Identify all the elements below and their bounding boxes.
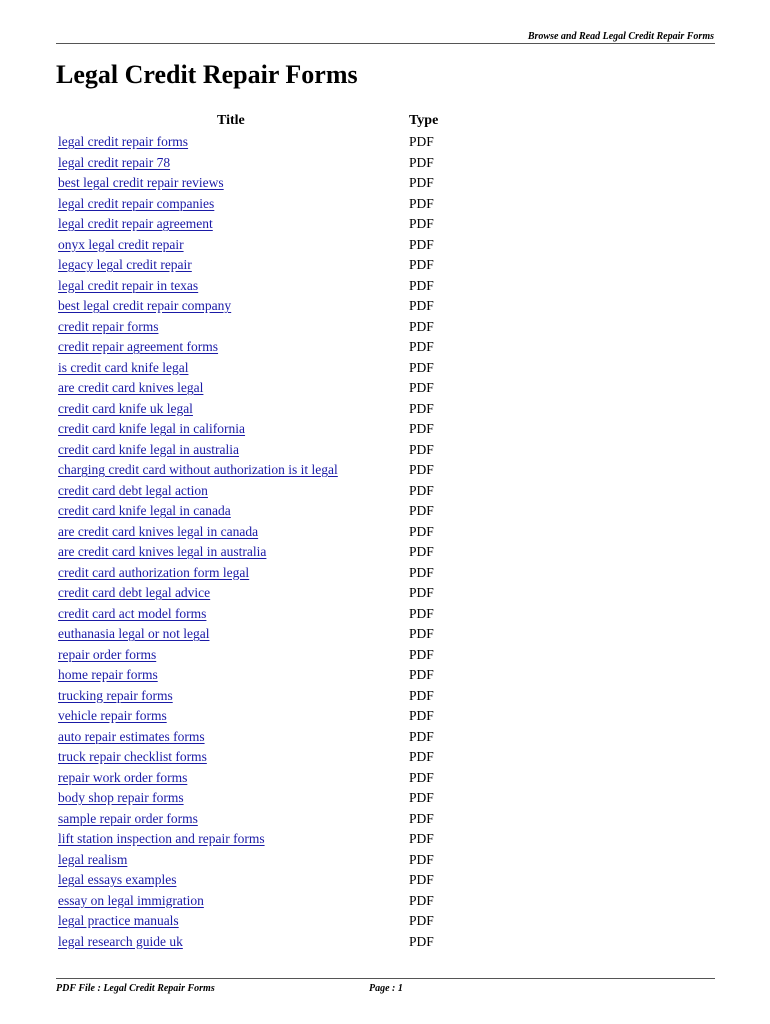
- document-type-label: PDF: [409, 749, 434, 764]
- table-row: [58, 235, 458, 256]
- document-title-link[interactable]: onyx legal credit repair: [58, 236, 184, 252]
- document-type-label: PDF: [409, 298, 434, 313]
- document-title-link[interactable]: essay on legal immigration: [58, 892, 204, 908]
- column-header-type: Type: [409, 113, 439, 128]
- document-type-label: PDF: [409, 195, 434, 211]
- document-title-link[interactable]: legal research guide uk: [58, 933, 183, 949]
- table-row: [58, 686, 458, 707]
- document-title-link[interactable]: legacy legal credit repair: [58, 257, 192, 272]
- table-row: [58, 809, 458, 830]
- document-type-label: PDF: [409, 318, 434, 334]
- document-title-link[interactable]: auto repair estimates forms: [58, 728, 205, 744]
- table-row: [58, 727, 458, 748]
- table-row: [58, 194, 458, 215]
- document-type-label: PDF: [409, 605, 434, 621]
- document-title-link[interactable]: trucking repair forms: [58, 687, 173, 703]
- document-type-label: PDF: [409, 564, 434, 580]
- running-header: Browse and Read Legal Credit Repair Forms: [527, 31, 714, 42]
- document-type-label: PDF: [409, 154, 434, 170]
- document-title-link[interactable]: is credit card knife legal: [58, 359, 189, 375]
- table-row: [58, 891, 458, 912]
- document-type-label: PDF: [409, 851, 434, 867]
- document-type-label: PDF: [409, 359, 434, 375]
- document-title-link[interactable]: body shop repair forms: [58, 790, 184, 805]
- document-type-label: PDF: [409, 523, 434, 539]
- document-type-label: PDF: [409, 380, 434, 395]
- table-row: [58, 460, 458, 481]
- document-title-link[interactable]: legal essays examples: [58, 872, 177, 887]
- table-row: [58, 419, 458, 440]
- document-type-label: PDF: [409, 667, 434, 682]
- table-row: [58, 132, 458, 153]
- table-row: [58, 378, 458, 399]
- document-title-link[interactable]: legal credit repair 78: [58, 154, 171, 170]
- document-title-link[interactable]: charging credit card without authorization is it legal: [58, 462, 338, 477]
- document-type-label: PDF: [409, 810, 434, 826]
- document-type-label: PDF: [409, 257, 434, 272]
- document-title-link[interactable]: legal realism: [58, 851, 128, 867]
- document-type-label: PDF: [409, 708, 434, 723]
- table-row: [58, 296, 458, 317]
- document-title-link[interactable]: are credit card knives legal in canada: [58, 523, 259, 539]
- document-type-label: PDF: [409, 503, 434, 518]
- document-title-link[interactable]: credit repair agreement forms: [58, 339, 219, 354]
- table-row: [58, 214, 458, 235]
- document-type-label: PDF: [409, 277, 434, 293]
- document-type-label: PDF: [409, 134, 434, 149]
- document-type-label: PDF: [409, 421, 434, 436]
- document-title-link[interactable]: legal credit repair forms: [58, 134, 189, 149]
- document-list: [58, 132, 458, 952]
- table-row: [58, 481, 458, 502]
- document-title-link[interactable]: truck repair checklist forms: [58, 749, 207, 764]
- document-title-link[interactable]: best legal credit repair company: [58, 298, 232, 313]
- table-row: [58, 932, 458, 953]
- table-row: [58, 911, 458, 932]
- document-title-link[interactable]: sample repair order forms: [58, 810, 198, 826]
- table-row: [58, 604, 458, 625]
- document-title-link[interactable]: vehicle repair forms: [58, 708, 167, 723]
- table-row: [58, 706, 458, 727]
- table-row: [58, 645, 458, 666]
- document-title-link[interactable]: credit repair forms: [58, 318, 159, 334]
- footer-divider: [56, 978, 715, 979]
- document-type-label: PDF: [409, 482, 434, 498]
- table-row: [58, 522, 458, 543]
- table-row: [58, 747, 458, 768]
- document-title-link[interactable]: best legal credit repair reviews: [58, 175, 224, 190]
- document-title-link[interactable]: lift station inspection and repair forms: [58, 831, 265, 846]
- table-row: [58, 358, 458, 379]
- document-type-label: PDF: [409, 933, 434, 949]
- document-type-label: PDF: [409, 872, 434, 887]
- document-title: Legal Credit Repair Forms: [56, 60, 358, 89]
- document-title-link[interactable]: home repair forms: [58, 667, 158, 682]
- document-title-link[interactable]: repair order forms: [58, 646, 157, 662]
- document-title-link[interactable]: legal credit repair agreement: [58, 216, 213, 231]
- table-row: [58, 788, 458, 809]
- document-title-link[interactable]: euthanasia legal or not legal: [58, 626, 210, 641]
- table-row: [58, 624, 458, 645]
- document-title-link[interactable]: credit card knife legal in canada: [58, 503, 231, 518]
- document-title-link[interactable]: credit card debt legal advice: [58, 585, 211, 600]
- document-type-label: PDF: [409, 585, 434, 600]
- document-title-link[interactable]: legal credit repair in texas: [58, 277, 199, 293]
- table-row: [58, 173, 458, 194]
- document-title-link[interactable]: credit card debt legal action: [58, 482, 208, 498]
- document-type-label: PDF: [409, 913, 434, 928]
- document-type-label: PDF: [409, 544, 434, 559]
- document-type-label: PDF: [409, 339, 434, 354]
- document-title-link[interactable]: are credit card knives legal in australia: [58, 544, 267, 559]
- table-row: [58, 665, 458, 686]
- footer-page-number: Page : 1: [369, 983, 403, 994]
- document-title-link[interactable]: credit card act model forms: [58, 605, 207, 621]
- table-row: [58, 153, 458, 174]
- table-row: [58, 399, 458, 420]
- document-title-link[interactable]: credit card knife legal in california: [58, 421, 246, 436]
- table-row: [58, 768, 458, 789]
- document-title-link[interactable]: credit card knife uk legal: [58, 400, 193, 416]
- document-title-link[interactable]: legal practice manuals: [58, 913, 179, 928]
- table-row: [58, 337, 458, 358]
- table-row: [58, 542, 458, 563]
- document-type-label: PDF: [409, 769, 434, 785]
- table-row: [58, 317, 458, 338]
- document-type-label: PDF: [409, 728, 434, 744]
- document-type-label: PDF: [409, 236, 434, 252]
- table-row: [58, 850, 458, 871]
- document-type-label: PDF: [409, 462, 434, 477]
- document-type-label: PDF: [409, 892, 434, 908]
- document-type-label: PDF: [409, 400, 434, 416]
- document-type-label: PDF: [409, 441, 434, 457]
- document-title-link[interactable]: are credit card knives legal: [58, 380, 204, 395]
- document-type-label: PDF: [409, 790, 434, 805]
- document-title-link[interactable]: credit card knife legal in australia: [58, 441, 240, 457]
- document-title-link[interactable]: repair work order forms: [58, 769, 188, 785]
- table-row: [58, 276, 458, 297]
- header-divider: [56, 43, 715, 44]
- table-row: [58, 255, 458, 276]
- table-row: [58, 440, 458, 461]
- table-row: [58, 870, 458, 891]
- table-row: [58, 563, 458, 584]
- column-header-title: Title: [217, 113, 245, 128]
- table-row: [58, 501, 458, 522]
- table-row: [58, 583, 458, 604]
- document-title-link[interactable]: legal credit repair companies: [58, 195, 215, 211]
- document-type-label: PDF: [409, 646, 434, 662]
- document-type-label: PDF: [409, 626, 434, 641]
- document-type-label: PDF: [409, 687, 434, 703]
- footer-file-label: PDF File : Legal Credit Repair Forms: [56, 983, 215, 994]
- table-row: [58, 829, 458, 850]
- document-type-label: PDF: [409, 831, 434, 846]
- document-type-label: PDF: [409, 175, 434, 190]
- document-title-link[interactable]: credit card authorization form legal: [58, 564, 250, 580]
- document-type-label: PDF: [409, 216, 434, 231]
